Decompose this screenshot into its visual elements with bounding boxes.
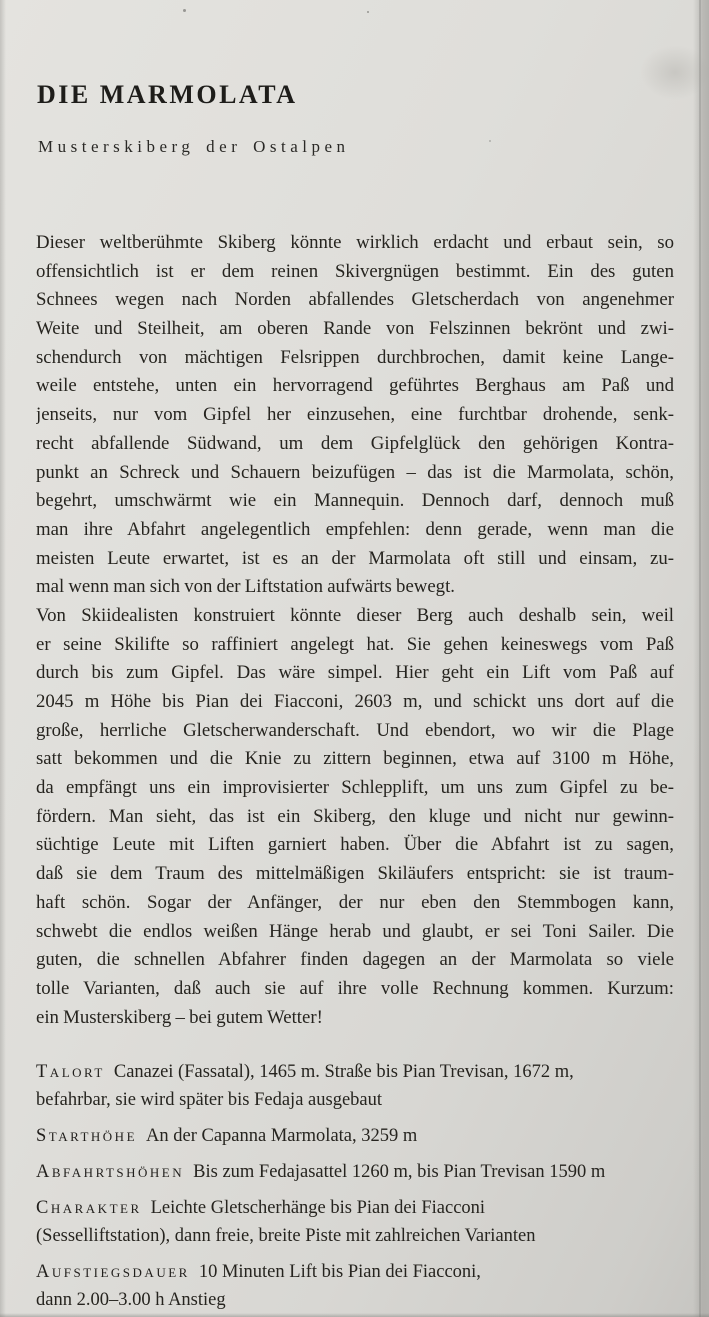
body-line: tolle Varianten, daß auch sie auf ihre volle Rechnung kommen. Kurzum: (36, 977, 674, 999)
body-line: durch bis zum Gipfel. Das wäre simpel. Hier geht ein Lift vom Paß auf (36, 662, 674, 684)
body-line: begehrt, umschwärmt wie ein Mannequin. Dennoch darf, dennoch muß (36, 490, 674, 512)
info-entry (36, 1058, 691, 1114)
info-entry (36, 1194, 691, 1250)
scan-speck (489, 140, 491, 142)
body-line: schendurch von mächtigen Felsrippen durchbrochen, damit keine Lange- (36, 346, 674, 368)
info-label: Abfahrtshöhen (36, 1162, 185, 1182)
body-line: Von Skiidealisten konstruiert könnte dieser Berg auch deshalb sein, weil (36, 604, 674, 626)
body-line: süchtige Leute mit Liften garniert haben. Über die Abfahrt ist zu sagen, (36, 834, 674, 856)
info-entry (36, 1122, 691, 1150)
info-text: Canazei (Fassatal), 1465 m. Straße bis Pian Trevisan, 1672 m, (113, 1062, 574, 1082)
body-line: Weite und Steilheit, am oberen Rande von Felszinnen bekrönt und zwi- (36, 318, 674, 340)
body-line: punkt an Schreck und Schauern beizufügen – das ist die Marmolata, schön, (36, 461, 674, 483)
info-label: Charakter (36, 1198, 142, 1218)
info-line (36, 1258, 691, 1286)
scan-smudge (640, 45, 709, 100)
body-line: daß sie dem Traum des mittelmäßigen Skiläufers entspricht: sie ist traum- (36, 863, 674, 885)
body-line: Dieser weltberühmte Skiberg könnte wirklich erdacht und erbaut sein, so (36, 232, 674, 253)
page-subtitle: Musterskiberg der Ostalpen (38, 137, 350, 156)
info-line (36, 1194, 691, 1222)
info-text: Leichte Gletscherhänge bis Pian dei Fiacconi (150, 1198, 486, 1218)
body-line: jenseits, nur vom Gipfel her einzusehen, eine furchtbar drohende, senk- (36, 404, 674, 426)
body-line: schwebt die endlos weißen Hänge herab und glaubt, er sei Toni Sailer. Die (36, 920, 674, 942)
info-line: dann 2.00–3.00 h Anstieg (36, 1290, 226, 1310)
body-line: Schnees wegen nach Norden abfallendes Gletscherdach von angenehmer (36, 289, 674, 311)
body-line: haft schön. Sogar der Anfänger, der nur eben den Stemmbogen kann, (36, 891, 674, 913)
body-line: recht abfallende Südwand, um dem Gipfelglück den gehörigen Kontra- (36, 432, 674, 454)
body-line: er seine Skilifte so raffiniert angelegt hat. Sie gehen keineswegs vom Paß (36, 633, 674, 655)
page-right-edge-shadow (693, 0, 709, 1317)
info-text: An der Capanna Marmolata, 3259 m (146, 1126, 418, 1146)
body-line: 2045 m Höhe bis Pian dei Fiacconi, 2603 m, und schickt uns dort auf die (36, 691, 674, 712)
info-label: Talort (36, 1062, 105, 1082)
info-line (36, 1158, 691, 1186)
info-line: befahrbar, sie wird später bis Fedaja ausgebaut (36, 1090, 383, 1110)
info-text: 10 Minuten Lift bis Pian dei Fiacconi, (198, 1262, 481, 1282)
body-line: mal wenn man sich von der Liftstation aufwärts bewegt. (36, 576, 455, 598)
info-label: Aufstiegsdauer (36, 1262, 190, 1282)
info-line (36, 1058, 691, 1086)
info-entry (36, 1258, 691, 1314)
body-line: ein Musterskiberg – bei gutem Wetter! (36, 1006, 323, 1028)
page-title: DIE MARMOLATA (37, 80, 298, 109)
scan-speck (367, 11, 369, 13)
body-line: guten, die schnellen Abfahrer finden dagegen an der Marmolata so viele (36, 949, 674, 971)
page-left-edge-shadow (0, 0, 6, 1317)
info-line: (Sesselliftstation), dann freie, breite Piste mit zahlreichen Varianten (36, 1226, 536, 1246)
body-line: weile entstehe, unten ein hervorragend geführtes Berghaus am Paß und (36, 375, 674, 397)
info-line (36, 1122, 691, 1150)
body-line: satt bekommen und die Knie zu zittern beginnen, etwa auf 3100 m Höhe, (36, 748, 674, 770)
scan-speck (183, 9, 186, 12)
body-line: große, herrliche Gletscherwanderschaft. Und ebendort, wo wir die Plage (36, 719, 674, 741)
info-text: Bis zum Fedajasattel 1260 m, bis Pian Trevisan 1590 m (193, 1162, 606, 1182)
body-line: meisten Leute erwartet, ist es an der Marmolata oft still und einsam, zu- (36, 547, 674, 569)
info-block (36, 1058, 691, 1317)
body-text (36, 229, 674, 1032)
info-entry (36, 1158, 691, 1186)
body-line: offensichtlich ist er dem reinen Skivergnügen bestimmt. Ein des guten (36, 260, 674, 282)
body-line: fördern. Man sieht, das ist ein Skiberg, den kluge und nicht nur gewinn- (36, 805, 674, 827)
body-line: man ihre Abfahrt angelegentlich empfehlen: denn gerade, wenn man die (36, 518, 674, 540)
info-label: Starthöhe (36, 1126, 138, 1146)
body-line: da empfängt uns ein improvisierter Schlepplift, um uns zum Gipfel zu be- (36, 777, 674, 799)
page-right-edge-line (699, 0, 701, 1317)
